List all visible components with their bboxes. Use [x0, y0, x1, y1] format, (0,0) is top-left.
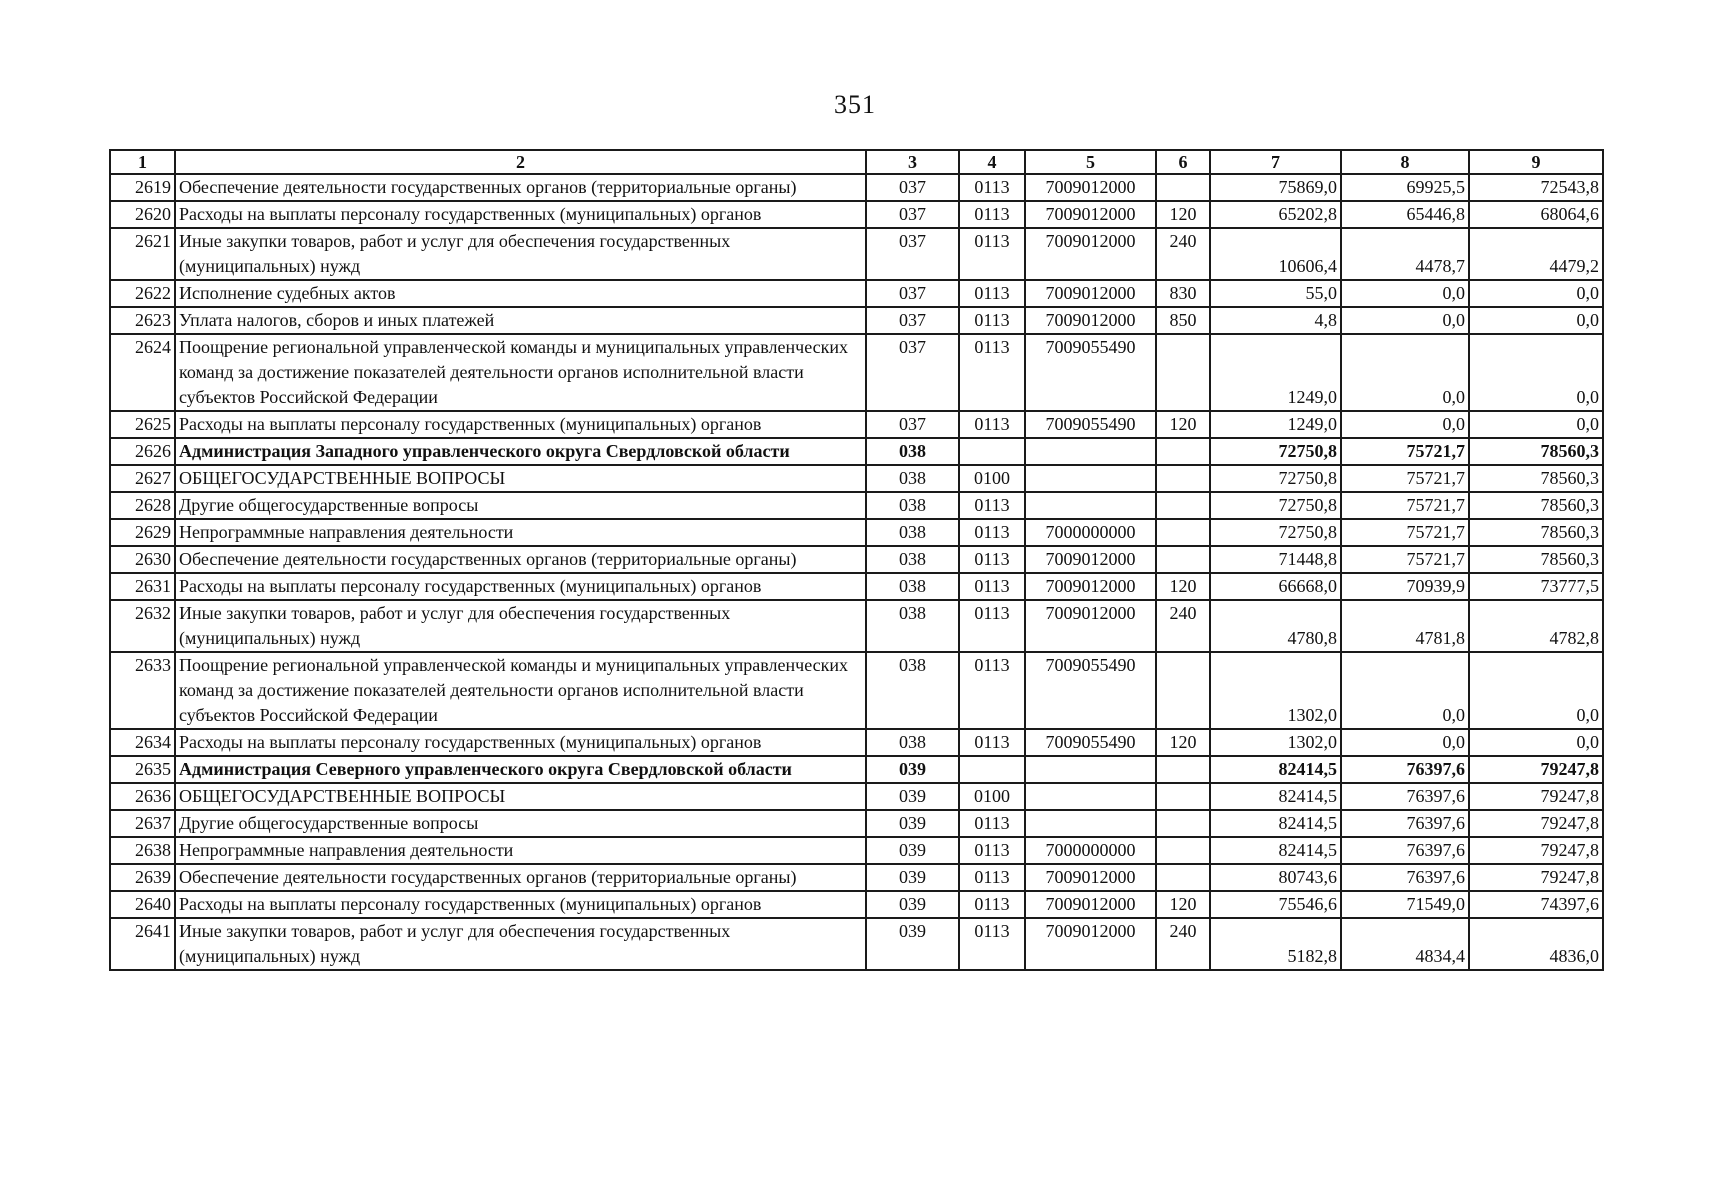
table-row — [110, 891, 1603, 918]
amount-cell: 4782,8 — [1469, 600, 1603, 652]
row-number-cell: 2638 — [110, 837, 175, 864]
row-number-cell: 2640 — [110, 891, 175, 918]
target-article-cell: 7009012000 — [1025, 307, 1156, 334]
code-cell: 038 — [866, 729, 959, 756]
description-cell: Расходы на выплаты персоналу государственных (муниципальных) органов — [175, 201, 866, 228]
table-row — [110, 411, 1603, 438]
section-cell: 0113 — [959, 492, 1025, 519]
amount-cell: 76397,6 — [1341, 837, 1469, 864]
row-number-cell: 2625 — [110, 411, 175, 438]
table-row — [110, 864, 1603, 891]
section-cell: 0113 — [959, 228, 1025, 280]
expense-type-cell: 120 — [1156, 201, 1210, 228]
section-cell — [959, 756, 1025, 783]
expense-type-cell: 830 — [1156, 280, 1210, 307]
section-cell: 0113 — [959, 652, 1025, 729]
code-cell: 038 — [866, 600, 959, 652]
section-cell: 0113 — [959, 546, 1025, 573]
amount-cell: 76397,6 — [1341, 783, 1469, 810]
table-row — [110, 307, 1603, 334]
amount-cell: 0,0 — [1341, 334, 1469, 411]
row-number-cell: 2634 — [110, 729, 175, 756]
amount-cell: 71549,0 — [1341, 891, 1469, 918]
target-article-cell: 7009012000 — [1025, 201, 1156, 228]
amount-cell: 0,0 — [1341, 652, 1469, 729]
description-cell: Другие общегосударственные вопросы — [175, 810, 866, 837]
amount-cell: 0,0 — [1341, 280, 1469, 307]
target-article-cell: 7009012000 — [1025, 546, 1156, 573]
amount-cell: 0,0 — [1469, 729, 1603, 756]
column-header: 8 — [1341, 150, 1469, 174]
description-cell: Иные закупки товаров, работ и услуг для обеспечения государственных (муниципальных) нужд — [175, 600, 866, 652]
description-cell: Расходы на выплаты персоналу государственных (муниципальных) органов — [175, 411, 866, 438]
table-row — [110, 174, 1603, 201]
target-article-cell — [1025, 465, 1156, 492]
column-header: 3 — [866, 150, 959, 174]
row-number-cell: 2633 — [110, 652, 175, 729]
expense-type-cell — [1156, 837, 1210, 864]
row-number-cell: 2639 — [110, 864, 175, 891]
target-article-cell — [1025, 756, 1156, 783]
description-cell: Другие общегосударственные вопросы — [175, 492, 866, 519]
row-number-cell: 2630 — [110, 546, 175, 573]
target-article-cell — [1025, 492, 1156, 519]
target-article-cell: 7009055490 — [1025, 652, 1156, 729]
amount-cell: 78560,3 — [1469, 519, 1603, 546]
amount-cell: 65446,8 — [1341, 201, 1469, 228]
target-article-cell: 7000000000 — [1025, 837, 1156, 864]
amount-cell: 82414,5 — [1210, 810, 1341, 837]
section-cell: 0113 — [959, 837, 1025, 864]
description-cell: Непрограммные направления деятельности — [175, 519, 866, 546]
amount-cell: 79247,8 — [1469, 756, 1603, 783]
amount-cell: 78560,3 — [1469, 546, 1603, 573]
amount-cell: 5182,8 — [1210, 918, 1341, 970]
table-row — [110, 810, 1603, 837]
expense-type-cell: 240 — [1156, 918, 1210, 970]
row-number-cell: 2637 — [110, 810, 175, 837]
description-cell: ОБЩЕГОСУДАРСТВЕННЫЕ ВОПРОСЫ — [175, 783, 866, 810]
expense-type-cell — [1156, 652, 1210, 729]
column-header: 7 — [1210, 150, 1341, 174]
description-cell: Поощрение региональной управленческой команды и муниципальных управленческих команд за достижение показателей деятельности органов исполнительной власти субъектов Российской Федерации — [175, 652, 866, 729]
target-article-cell: 7009012000 — [1025, 573, 1156, 600]
table-row — [110, 228, 1603, 280]
description-cell: Обеспечение деятельности государственных органов (территориальные органы) — [175, 864, 866, 891]
target-article-cell: 7009012000 — [1025, 174, 1156, 201]
amount-cell: 65202,8 — [1210, 201, 1341, 228]
header-row — [110, 150, 1603, 174]
code-cell: 037 — [866, 201, 959, 228]
expense-type-cell — [1156, 519, 1210, 546]
target-article-cell: 7009012000 — [1025, 891, 1156, 918]
table-row — [110, 573, 1603, 600]
amount-cell: 82414,5 — [1210, 783, 1341, 810]
section-cell — [959, 438, 1025, 465]
code-cell: 039 — [866, 810, 959, 837]
code-cell: 038 — [866, 465, 959, 492]
code-cell: 037 — [866, 307, 959, 334]
target-article-cell: 7009012000 — [1025, 918, 1156, 970]
amount-cell: 73777,5 — [1469, 573, 1603, 600]
row-number-cell: 2632 — [110, 600, 175, 652]
amount-cell: 1249,0 — [1210, 411, 1341, 438]
description-cell: Уплата налогов, сборов и иных платежей — [175, 307, 866, 334]
row-number-cell: 2629 — [110, 519, 175, 546]
amount-cell: 4,8 — [1210, 307, 1341, 334]
amount-cell: 76397,6 — [1341, 810, 1469, 837]
section-cell: 0113 — [959, 729, 1025, 756]
table-row — [110, 756, 1603, 783]
amount-cell: 72543,8 — [1469, 174, 1603, 201]
amount-cell: 1302,0 — [1210, 729, 1341, 756]
code-cell: 039 — [866, 756, 959, 783]
table-row — [110, 546, 1603, 573]
table-row — [110, 492, 1603, 519]
target-article-cell: 7009012000 — [1025, 864, 1156, 891]
amount-cell: 0,0 — [1469, 411, 1603, 438]
row-number-cell: 2621 — [110, 228, 175, 280]
target-article-cell: 7009012000 — [1025, 600, 1156, 652]
amount-cell: 79247,8 — [1469, 783, 1603, 810]
expense-type-cell — [1156, 546, 1210, 573]
column-header: 2 — [175, 150, 866, 174]
description-cell: Администрация Северного управленческого округа Свердловской области — [175, 756, 866, 783]
expense-type-cell: 240 — [1156, 600, 1210, 652]
expense-type-cell: 240 — [1156, 228, 1210, 280]
table-row — [110, 783, 1603, 810]
amount-cell: 75869,0 — [1210, 174, 1341, 201]
row-number-cell: 2620 — [110, 201, 175, 228]
column-header: 5 — [1025, 150, 1156, 174]
amount-cell: 75546,6 — [1210, 891, 1341, 918]
amount-cell: 74397,6 — [1469, 891, 1603, 918]
description-cell: Администрация Западного управленческого округа Свердловской области — [175, 438, 866, 465]
amount-cell: 10606,4 — [1210, 228, 1341, 280]
amount-cell: 72750,8 — [1210, 492, 1341, 519]
row-number-cell: 2622 — [110, 280, 175, 307]
column-header: 9 — [1469, 150, 1603, 174]
column-header: 6 — [1156, 150, 1210, 174]
expense-type-cell — [1156, 438, 1210, 465]
target-article-cell: 7009055490 — [1025, 334, 1156, 411]
table-row — [110, 729, 1603, 756]
target-article-cell: 7009012000 — [1025, 228, 1156, 280]
expense-type-cell — [1156, 174, 1210, 201]
amount-cell: 82414,5 — [1210, 837, 1341, 864]
amount-cell: 75721,7 — [1341, 465, 1469, 492]
description-cell: Непрограммные направления деятельности — [175, 837, 866, 864]
code-cell: 038 — [866, 519, 959, 546]
amount-cell: 75721,7 — [1341, 492, 1469, 519]
section-cell: 0100 — [959, 465, 1025, 492]
page-number: 351 — [834, 90, 876, 119]
amount-cell: 75721,7 — [1341, 519, 1469, 546]
amount-cell: 4780,8 — [1210, 600, 1341, 652]
table-row — [110, 201, 1603, 228]
row-number-cell: 2623 — [110, 307, 175, 334]
description-cell: Иные закупки товаров, работ и услуг для обеспечения государственных (муниципальных) нужд — [175, 228, 866, 280]
amount-cell: 78560,3 — [1469, 465, 1603, 492]
amount-cell: 0,0 — [1341, 307, 1469, 334]
expense-type-cell: 120 — [1156, 573, 1210, 600]
description-cell: Расходы на выплаты персоналу государственных (муниципальных) органов — [175, 573, 866, 600]
table-row — [110, 438, 1603, 465]
section-cell: 0113 — [959, 864, 1025, 891]
description-cell: Исполнение судебных актов — [175, 280, 866, 307]
row-number-cell: 2626 — [110, 438, 175, 465]
target-article-cell: 7009055490 — [1025, 411, 1156, 438]
expense-type-cell — [1156, 756, 1210, 783]
amount-cell: 72750,8 — [1210, 438, 1341, 465]
row-number-cell: 2631 — [110, 573, 175, 600]
code-cell: 037 — [866, 280, 959, 307]
section-cell: 0113 — [959, 891, 1025, 918]
amount-cell: 75721,7 — [1341, 546, 1469, 573]
expense-type-cell — [1156, 465, 1210, 492]
section-cell: 0113 — [959, 573, 1025, 600]
description-cell: ОБЩЕГОСУДАРСТВЕННЫЕ ВОПРОСЫ — [175, 465, 866, 492]
amount-cell: 69925,5 — [1341, 174, 1469, 201]
amount-cell: 79247,8 — [1469, 837, 1603, 864]
amount-cell: 4836,0 — [1469, 918, 1603, 970]
budget-table — [109, 149, 1604, 971]
amount-cell: 79247,8 — [1469, 810, 1603, 837]
code-cell: 039 — [866, 837, 959, 864]
expense-type-cell: 850 — [1156, 307, 1210, 334]
target-article-cell: 7000000000 — [1025, 519, 1156, 546]
code-cell: 037 — [866, 174, 959, 201]
expense-type-cell — [1156, 864, 1210, 891]
amount-cell: 78560,3 — [1469, 438, 1603, 465]
amount-cell: 0,0 — [1341, 729, 1469, 756]
description-cell: Иные закупки товаров, работ и услуг для обеспечения государственных (муниципальных) нужд — [175, 918, 866, 970]
row-number-cell: 2636 — [110, 783, 175, 810]
description-cell: Поощрение региональной управленческой команды и муниципальных управленческих команд за достижение показателей деятельности органов исполнительной власти субъектов Российской Федерации — [175, 334, 866, 411]
description-cell: Расходы на выплаты персоналу государственных (муниципальных) органов — [175, 729, 866, 756]
code-cell: 038 — [866, 573, 959, 600]
code-cell: 037 — [866, 228, 959, 280]
amount-cell: 66668,0 — [1210, 573, 1341, 600]
target-article-cell — [1025, 810, 1156, 837]
code-cell: 039 — [866, 783, 959, 810]
amount-cell: 0,0 — [1469, 280, 1603, 307]
target-article-cell — [1025, 783, 1156, 810]
section-cell: 0113 — [959, 918, 1025, 970]
section-cell: 0113 — [959, 411, 1025, 438]
code-cell: 038 — [866, 546, 959, 573]
table-row — [110, 519, 1603, 546]
section-cell: 0113 — [959, 519, 1025, 546]
description-cell: Обеспечение деятельности государственных органов (территориальные органы) — [175, 174, 866, 201]
amount-cell: 70939,9 — [1341, 573, 1469, 600]
table-row — [110, 837, 1603, 864]
row-number-cell: 2627 — [110, 465, 175, 492]
column-header: 1 — [110, 150, 175, 174]
amount-cell: 78560,3 — [1469, 492, 1603, 519]
amount-cell: 1302,0 — [1210, 652, 1341, 729]
row-number-cell: 2641 — [110, 918, 175, 970]
section-cell: 0113 — [959, 600, 1025, 652]
column-header: 4 — [959, 150, 1025, 174]
amount-cell: 1249,0 — [1210, 334, 1341, 411]
section-cell: 0113 — [959, 201, 1025, 228]
expense-type-cell: 120 — [1156, 729, 1210, 756]
amount-cell: 68064,6 — [1469, 201, 1603, 228]
row-number-cell: 2619 — [110, 174, 175, 201]
amount-cell: 75721,7 — [1341, 438, 1469, 465]
section-cell: 0113 — [959, 307, 1025, 334]
section-cell: 0113 — [959, 810, 1025, 837]
amount-cell: 80743,6 — [1210, 864, 1341, 891]
target-article-cell — [1025, 438, 1156, 465]
expense-type-cell — [1156, 492, 1210, 519]
row-number-cell: 2628 — [110, 492, 175, 519]
code-cell: 037 — [866, 411, 959, 438]
amount-cell: 76397,6 — [1341, 864, 1469, 891]
section-cell: 0113 — [959, 174, 1025, 201]
amount-cell: 0,0 — [1341, 411, 1469, 438]
description-cell: Обеспечение деятельности государственных органов (территориальные органы) — [175, 546, 866, 573]
amount-cell: 76397,6 — [1341, 756, 1469, 783]
amount-cell: 0,0 — [1469, 334, 1603, 411]
code-cell: 038 — [866, 492, 959, 519]
section-cell: 0113 — [959, 280, 1025, 307]
table-row — [110, 600, 1603, 652]
code-cell: 039 — [866, 891, 959, 918]
row-number-cell: 2635 — [110, 756, 175, 783]
amount-cell: 72750,8 — [1210, 465, 1341, 492]
code-cell: 038 — [866, 652, 959, 729]
amount-cell: 55,0 — [1210, 280, 1341, 307]
table-row — [110, 280, 1603, 307]
code-cell: 037 — [866, 334, 959, 411]
table-row — [110, 465, 1603, 492]
expense-type-cell — [1156, 334, 1210, 411]
section-cell: 0100 — [959, 783, 1025, 810]
target-article-cell: 7009055490 — [1025, 729, 1156, 756]
amount-cell: 82414,5 — [1210, 756, 1341, 783]
amount-cell: 4781,8 — [1341, 600, 1469, 652]
amount-cell: 4834,4 — [1341, 918, 1469, 970]
amount-cell: 4479,2 — [1469, 228, 1603, 280]
row-number-cell: 2624 — [110, 334, 175, 411]
code-cell: 038 — [866, 438, 959, 465]
code-cell: 039 — [866, 864, 959, 891]
expense-type-cell — [1156, 810, 1210, 837]
amount-cell: 79247,8 — [1469, 864, 1603, 891]
table-row — [110, 334, 1603, 411]
amount-cell: 0,0 — [1469, 652, 1603, 729]
expense-type-cell: 120 — [1156, 891, 1210, 918]
target-article-cell: 7009012000 — [1025, 280, 1156, 307]
amount-cell: 4478,7 — [1341, 228, 1469, 280]
expense-type-cell — [1156, 783, 1210, 810]
table-row — [110, 918, 1603, 970]
expense-type-cell: 120 — [1156, 411, 1210, 438]
description-cell: Расходы на выплаты персоналу государственных (муниципальных) органов — [175, 891, 866, 918]
code-cell: 039 — [866, 918, 959, 970]
amount-cell: 0,0 — [1469, 307, 1603, 334]
table-row — [110, 652, 1603, 729]
amount-cell: 72750,8 — [1210, 519, 1341, 546]
amount-cell: 71448,8 — [1210, 546, 1341, 573]
table-body — [110, 174, 1603, 970]
section-cell: 0113 — [959, 334, 1025, 411]
